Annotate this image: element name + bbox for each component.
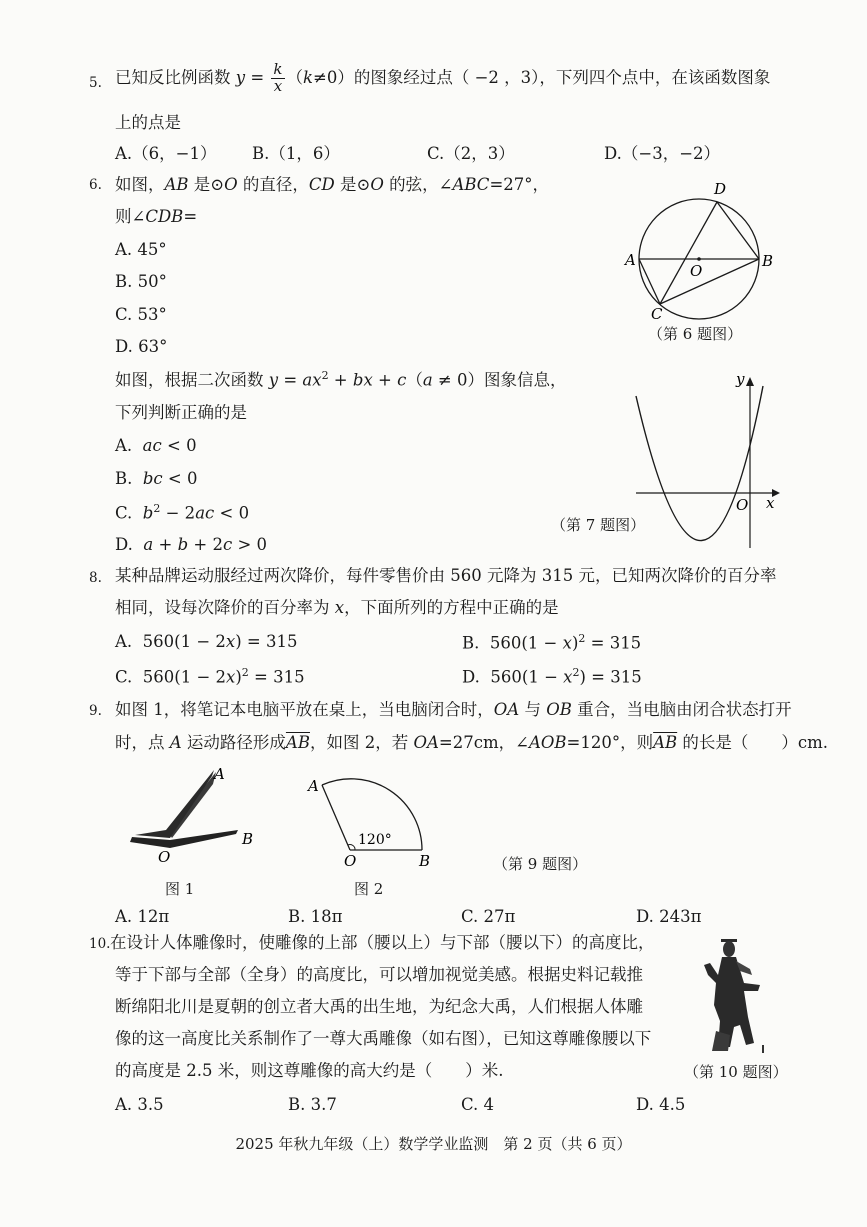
label-a: A bbox=[308, 777, 319, 795]
q9-option-d: D. 243π bbox=[636, 907, 702, 926]
q10-stem-line2: 等于下部与全部（全身）的高度比，可以增加视觉美感。根据史料记载推 bbox=[115, 965, 643, 984]
q7-option-a: A. ac < 0 bbox=[115, 436, 197, 455]
q9-figure-caption: （第 9 题图） bbox=[493, 855, 588, 873]
q10-option-b: B. 3.7 bbox=[288, 1095, 337, 1114]
q5-option-c: C.（2，3） bbox=[427, 144, 515, 163]
center-point bbox=[697, 257, 701, 261]
chord-ac bbox=[639, 259, 660, 304]
page-footer: 2025 年秋九年级（上）数学学业监测 第 2 页（共 6 页） bbox=[235, 1135, 632, 1153]
radius-oa bbox=[322, 785, 350, 850]
q10-number: 10. bbox=[89, 936, 111, 952]
arc-ab-symbol: $\overline{AB}$ bbox=[653, 733, 678, 752]
label-o: O bbox=[344, 852, 357, 870]
q9-sector-figure bbox=[300, 765, 450, 870]
q5-option-a: A.（6，−1） bbox=[115, 144, 217, 163]
q7-parabola-figure bbox=[630, 368, 780, 553]
q9-option-a: A. 12π bbox=[115, 907, 170, 926]
parabola-curve bbox=[636, 386, 763, 541]
q6-option-d: D. 63° bbox=[115, 337, 168, 356]
q10-statue-image bbox=[700, 935, 780, 1057]
q7-option-c: C. $b^2 - 2ac < 0$ bbox=[115, 502, 250, 523]
label-b: B bbox=[762, 252, 774, 270]
q6-option-c: C. 53° bbox=[115, 305, 167, 324]
label-o: O bbox=[736, 496, 749, 514]
q7-figure-caption: （第 7 题图） bbox=[551, 516, 646, 534]
chord-cb bbox=[660, 259, 759, 304]
q6-stem-line1: 如图，AB 是⊙O 的直径，CD 是⊙O 的弦，∠ABC=27°， bbox=[115, 175, 550, 194]
q8-option-b: B. $560(1 - x)^2 = 315$ bbox=[462, 632, 642, 653]
q10-option-c: C. 4 bbox=[461, 1095, 495, 1114]
label-a: A bbox=[625, 251, 636, 269]
q9-laptop-figure bbox=[120, 762, 270, 867]
q5-option-b: B.（1，6） bbox=[252, 144, 340, 163]
q10-figure-caption: （第 10 题图） bbox=[684, 1063, 788, 1081]
label-y: y bbox=[736, 370, 745, 388]
laptop-base bbox=[130, 830, 238, 848]
laptop-screen bbox=[135, 770, 214, 838]
chord-cd bbox=[660, 202, 717, 304]
label-c: C bbox=[651, 305, 663, 323]
q5-stem-line2: 上的点是 bbox=[115, 113, 181, 132]
q6-stem-line2: 则∠CDB= bbox=[115, 207, 198, 226]
q10-stem-line3: 断绵阳北川是夏朝的创立者大禹的出生地，为纪念大禹，人们根据人体雕 bbox=[115, 997, 643, 1016]
q10-stem-line4: 像的这一高度比关系制作了一尊大禹雕像（如右图），已知这尊雕像腰以下 bbox=[115, 1029, 652, 1048]
q8-option-c: C. $560(1 - 2x)^2 = 315$ bbox=[115, 666, 305, 687]
q5-stem-line1: 已知反比例函数 y = $\frac{k}{x}$ （k≠0）的图象经过点（ −2 ，3），下列四个点中，在该函数图象 bbox=[115, 60, 771, 95]
q6-option-b: B. 50° bbox=[115, 272, 167, 291]
label-a: A bbox=[214, 765, 225, 783]
q8-number: 8. bbox=[89, 570, 102, 586]
q9-number: 9. bbox=[89, 703, 102, 719]
q6-circle-figure bbox=[620, 180, 774, 323]
q10-stem-line1: 在设计人体雕像时，使雕像的上部（腰以上）与下部（腰以下）的高度比， bbox=[110, 933, 655, 952]
q7-stem-line2: 下列判断正确的是 bbox=[115, 403, 247, 422]
label-angle-120: 120° bbox=[358, 832, 392, 848]
label-o: O bbox=[158, 848, 171, 866]
q9-option-b: B. 18π bbox=[288, 907, 343, 926]
q10-stem-line5: 的高度是 2.5 米，则这尊雕像的高大约是（ ）米. bbox=[115, 1061, 504, 1080]
q10-option-a: A. 3.5 bbox=[115, 1095, 164, 1114]
q7-option-d: D. a + b + 2c > 0 bbox=[115, 535, 268, 554]
arc-ab-symbol: $\overline{AB}$ bbox=[285, 733, 310, 752]
q9-figure2-caption: 图 2 bbox=[354, 880, 384, 898]
q7-option-b: B. bc < 0 bbox=[115, 469, 198, 488]
label-b: B bbox=[242, 830, 254, 848]
q6-number: 6. bbox=[89, 177, 102, 193]
chord-db bbox=[717, 202, 759, 259]
q7-stem-line1: 如图，根据二次函数 $y = ax^2$ + bx + c（a ≠ 0）图象信息， bbox=[115, 369, 567, 390]
q8-option-d: D. $560(1 - x^2) = 315$ bbox=[462, 666, 642, 687]
label-d: D bbox=[714, 180, 727, 198]
q9-stem-line2: 时，点 A 运动路径形成$\overline{AB}$，如图 2，若 OA=27cm，∠AOB=120°，则$\overline{AB}$ 的长是（ ）cm. bbox=[115, 733, 829, 752]
q5-number: 5. bbox=[89, 75, 102, 91]
q5-option-d: D.（−3，−2） bbox=[604, 144, 721, 163]
label-b: B bbox=[419, 852, 431, 870]
label-x: x bbox=[766, 494, 775, 512]
q8-stem-line2: 相同，设每次降价的百分率为 x，下面所列的方程中正确的是 bbox=[115, 598, 559, 617]
y-axis-arrow bbox=[746, 377, 754, 386]
q10-option-d: D. 4.5 bbox=[636, 1095, 686, 1114]
q8-stem-line1: 某种品牌运动服经过两次降价，每件零售价由 560 元降为 315 元，已知两次降价的百分率 bbox=[115, 566, 777, 585]
q6-option-a: A. 45° bbox=[115, 240, 167, 259]
q6-figure-caption: （第 6 题图） bbox=[648, 325, 743, 343]
q8-option-a: A. 560(1 − 2x) = 315 bbox=[115, 632, 298, 651]
q9-stem-line1: 如图 1，将笔记本电脑平放在桌上，当电脑闭合时，OA 与 OB 重合，当电脑由闭合状态打开 bbox=[115, 700, 792, 719]
q9-figure1-caption: 图 1 bbox=[165, 880, 195, 898]
fraction-k-over-x: $\frac{k}{x}$ bbox=[273, 60, 283, 95]
label-o: O bbox=[690, 262, 703, 280]
q9-option-c: C. 27π bbox=[461, 907, 516, 926]
